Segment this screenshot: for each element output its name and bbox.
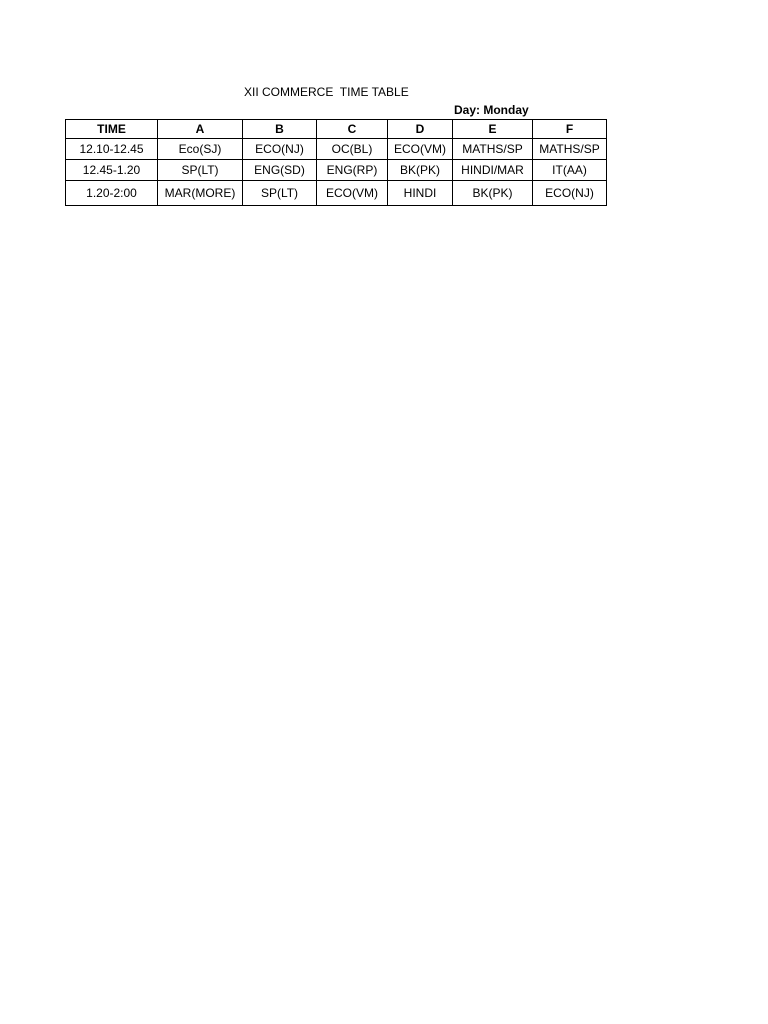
table-cell: BK(PK) — [453, 181, 533, 206]
table-cell: MAR(MORE) — [158, 181, 243, 206]
table-cell: HINDI — [388, 181, 453, 206]
time-cell: 1.20-2:00 — [66, 181, 158, 206]
table-row — [66, 160, 607, 181]
table-cell: SP(LT) — [158, 160, 243, 181]
header-d: D — [388, 120, 453, 139]
header-c: C — [317, 120, 388, 139]
header-a: A — [158, 120, 243, 139]
table-cell: Eco(SJ) — [158, 139, 243, 160]
header-row — [66, 120, 607, 139]
table-row — [66, 181, 607, 206]
time-cell: 12.10-12.45 — [66, 139, 158, 160]
table-row — [66, 139, 607, 160]
table-cell: BK(PK) — [388, 160, 453, 181]
table-cell: OC(BL) — [317, 139, 388, 160]
page-title: XII COMMERCE TIME TABLE — [244, 85, 409, 99]
table-cell: ECO(NJ) — [533, 181, 607, 206]
table-cell: ECO(NJ) — [243, 139, 317, 160]
header-f: F — [533, 120, 607, 139]
table-cell: MATHS/SP — [453, 139, 533, 160]
timetable — [65, 119, 607, 206]
header-e: E — [453, 120, 533, 139]
table-cell: ECO(VM) — [317, 181, 388, 206]
table-cell: IT(AA) — [533, 160, 607, 181]
header-time: TIME — [66, 120, 158, 139]
table-cell: ECO(VM) — [388, 139, 453, 160]
time-cell: 12.45-1.20 — [66, 160, 158, 181]
table-cell: SP(LT) — [243, 181, 317, 206]
day-label: Day: Monday — [454, 103, 529, 117]
table-cell: MATHS/SP — [533, 139, 607, 160]
table-cell: HINDI/MAR — [453, 160, 533, 181]
table-cell: ENG(SD) — [243, 160, 317, 181]
table-cell: ENG(RP) — [317, 160, 388, 181]
header-b: B — [243, 120, 317, 139]
